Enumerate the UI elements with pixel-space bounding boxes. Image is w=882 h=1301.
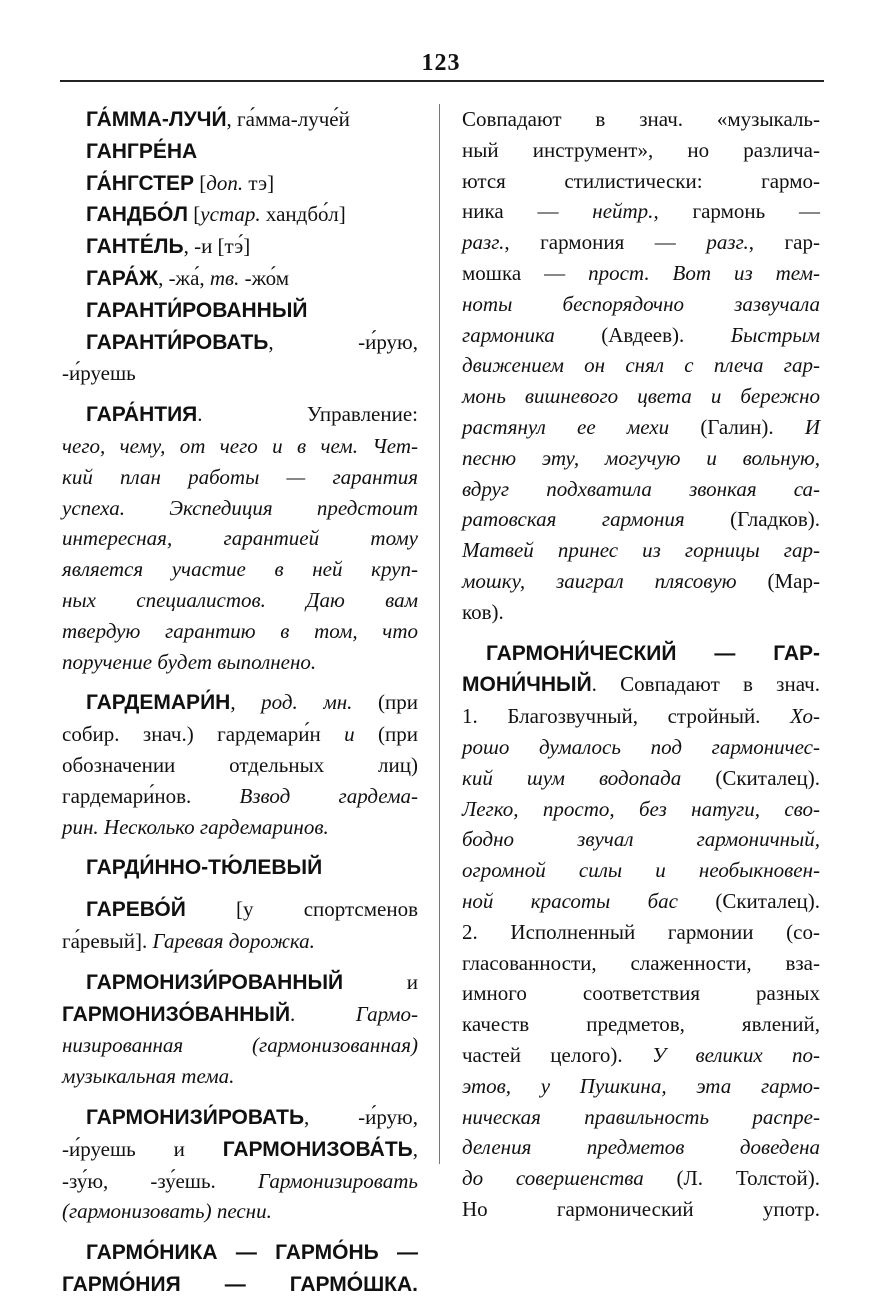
example-text: Взвод гардема- xyxy=(239,783,418,808)
text-line xyxy=(462,763,820,794)
text-line xyxy=(462,886,820,917)
example-text: низированная (гармонизованная) xyxy=(62,1033,418,1058)
example-text: и xyxy=(344,722,355,747)
body-text: ков). xyxy=(462,599,504,624)
text-line xyxy=(462,855,820,886)
example-text: Гармо- xyxy=(355,1001,418,1026)
text-line xyxy=(62,399,418,431)
example-text: ноты беспорядочно зазвучала xyxy=(462,291,820,316)
body-text: имного соответствия разных xyxy=(462,981,820,1006)
text-line xyxy=(462,732,820,763)
body-text: [ xyxy=(194,170,207,195)
example-text: нейтр. xyxy=(592,199,654,224)
example-text: является участие в ней круп- xyxy=(62,557,418,582)
right-column xyxy=(462,104,820,1225)
body-text: (при xyxy=(352,690,418,715)
example-text: ратовская гармония xyxy=(462,507,685,532)
body-text: , xyxy=(412,1136,418,1161)
text-line xyxy=(62,1030,418,1061)
example-text: И xyxy=(804,414,820,439)
body-text: , -и [тэ́] xyxy=(183,234,251,259)
body-text: 1. Благозвучный, стройный. xyxy=(462,704,791,729)
left-column xyxy=(62,104,418,1301)
example-text: Гармонизировать xyxy=(257,1168,418,1193)
text-line xyxy=(462,412,820,443)
body-text: . Управление: xyxy=(197,402,418,427)
text-line xyxy=(462,443,820,474)
text-line xyxy=(462,381,820,412)
text-line xyxy=(62,327,418,359)
text-line xyxy=(62,263,418,295)
text-line xyxy=(62,295,418,327)
example-text: Гаревая дорожка. xyxy=(152,928,315,953)
headword: ГАРМОНИЗИ́РОВАТЬ xyxy=(86,1105,305,1129)
body-text: тэ] xyxy=(243,170,275,195)
body-text: ются стилистически: гармо- xyxy=(462,168,820,193)
text-line xyxy=(462,566,820,597)
text-line xyxy=(462,948,820,979)
text-line xyxy=(62,199,418,231)
body-text: -жо́м xyxy=(239,265,290,290)
header-rule xyxy=(60,80,824,82)
example-text: устар. xyxy=(200,202,261,227)
text-line xyxy=(462,669,820,701)
headword: ГАРМОНИ́ЧЕСКИЙ — ГАР- xyxy=(486,641,820,665)
text-line xyxy=(62,1134,418,1166)
text-line xyxy=(462,701,820,732)
example-text: Хо- xyxy=(790,704,820,729)
example-text: доп. xyxy=(206,170,244,195)
example-text: У великих по- xyxy=(651,1042,820,1067)
headword: ГАНДБО́Л xyxy=(86,203,189,227)
text-line xyxy=(62,999,418,1031)
example-text: интересная, гарантией тому xyxy=(62,526,418,551)
example-text: кий план работы — гарантия xyxy=(62,464,418,489)
body-text: (Гладков). xyxy=(684,507,820,532)
example-text: (гармонизовать) песни. xyxy=(62,1199,272,1224)
body-text: ный инструмент», но различа- xyxy=(462,137,820,162)
headword: ГАРМО́НИКА — ГАРМО́НЬ — xyxy=(86,1241,418,1265)
headword: ГАНТЕ́ЛЬ xyxy=(86,235,184,259)
page-number: 123 xyxy=(421,50,461,76)
body-text: , гармонь — xyxy=(653,199,820,224)
headword: ГА́НГСТЕР xyxy=(86,171,195,195)
text-line xyxy=(62,781,418,812)
body-text: -и́руешь xyxy=(62,361,136,386)
text-line xyxy=(462,1040,820,1071)
text-line xyxy=(62,1237,418,1269)
text-line xyxy=(462,597,820,628)
text-line xyxy=(62,462,418,493)
example-text: вдруг подхватила звонкая са- xyxy=(462,476,820,501)
headword: ГАРМОНИЗИ́РОВАННЫЙ xyxy=(86,970,344,994)
text-line xyxy=(62,687,418,719)
text-line xyxy=(62,431,418,462)
example-text: прост. Вот из тем- xyxy=(588,260,820,285)
headword: ГАНГРЕ́НА xyxy=(86,139,198,163)
body-text: и xyxy=(343,969,418,994)
example-text: ной красоты бас xyxy=(462,888,678,913)
example-text: песню эту, могучую и вольную, xyxy=(462,445,820,470)
text-line xyxy=(462,1163,820,1194)
example-text: деления предметов доведена xyxy=(462,1135,820,1160)
body-text: ника — xyxy=(462,199,593,224)
text-line xyxy=(62,358,418,389)
body-text: мошка — xyxy=(462,260,589,285)
example-text: рошо думалось под гармоничес- xyxy=(462,734,820,759)
example-text: движением он снял с плеча гар- xyxy=(462,353,820,378)
body-text: (Мар- xyxy=(736,568,820,593)
example-text: тв. xyxy=(209,265,240,290)
text-line xyxy=(62,967,418,999)
headword: ГАРМОНИЗОВА́ТЬ xyxy=(222,1137,413,1161)
text-line xyxy=(62,812,418,843)
body-text: собир. знач.) гардемари́н xyxy=(62,722,345,747)
body-text: гласованности, слаженности, вза- xyxy=(462,950,820,975)
body-text: 2. Исполненный гармонии (со- xyxy=(462,919,820,944)
text-line xyxy=(62,554,418,585)
text-line xyxy=(62,616,418,647)
text-line xyxy=(462,824,820,855)
text-line xyxy=(462,104,820,135)
example-text: до совершенства xyxy=(462,1166,644,1191)
body-text: (Л. Толстой). xyxy=(643,1166,820,1191)
body-text: [ xyxy=(188,202,201,227)
body-text: частей целого). xyxy=(462,1042,652,1067)
text-line xyxy=(462,1132,820,1163)
text-line xyxy=(462,978,820,1009)
body-text: га́ревый]. xyxy=(62,928,153,953)
body-text: , -жа́, xyxy=(158,265,210,290)
example-text: рин. Несколько гардемаринов. xyxy=(62,814,329,839)
text-line xyxy=(62,1196,418,1227)
body-text: гардемари́нов. xyxy=(62,783,240,808)
text-line xyxy=(462,474,820,505)
body-text: (Галин). xyxy=(669,414,805,439)
headword: ГА́ММА-ЛУЧИ́ xyxy=(86,108,227,131)
body-text: , гармония — xyxy=(504,230,707,255)
example-text: кий шум водопада xyxy=(462,765,682,790)
text-line xyxy=(462,638,820,670)
text-line xyxy=(62,852,418,884)
text-line xyxy=(462,917,820,948)
example-text: мошку, заиграл плясовую xyxy=(462,568,737,593)
body-text: (при xyxy=(354,722,418,747)
headword: ГАРДИ́ННО-ТЮ́ЛЕВЫЙ xyxy=(86,856,323,880)
example-text: Быстрым xyxy=(730,322,820,347)
body-text: хандбо́л] xyxy=(260,202,346,227)
body-text: . xyxy=(290,1001,356,1026)
headword: ГАРМО́НИЯ — ГАРМО́ШКА. xyxy=(62,1272,418,1296)
example-text: чего, чему, от чего и в чем. Чет- xyxy=(62,433,418,458)
example-text: ническая правильность распре- xyxy=(462,1104,820,1129)
example-text: растянул ее мехи xyxy=(462,414,670,439)
text-line xyxy=(462,794,820,825)
text-line xyxy=(62,136,418,168)
headword: ГАРА́НТИЯ xyxy=(86,403,198,427)
text-line xyxy=(462,1194,820,1225)
example-text: ных специалистов. Даю вам xyxy=(62,587,418,612)
text-line xyxy=(462,289,820,320)
text-line xyxy=(62,926,418,957)
column-divider xyxy=(439,104,440,1164)
example-text: Матвей принес из горницы гар- xyxy=(462,538,820,563)
text-line xyxy=(62,1102,418,1134)
text-line xyxy=(462,196,820,227)
body-text: , -и́рую, xyxy=(304,1104,418,1129)
body-text: , xyxy=(230,690,262,715)
example-text: бодно звучал гармоничный, xyxy=(462,827,820,852)
text-line xyxy=(462,258,820,289)
body-text: , -и́рую, xyxy=(268,329,418,354)
text-line xyxy=(462,504,820,535)
headword: ГАРМОНИЗО́ВАННЫЙ xyxy=(62,1002,291,1026)
body-text: . Совпадают в знач. xyxy=(591,672,820,697)
text-line xyxy=(62,1269,418,1301)
text-line xyxy=(62,168,418,200)
body-text: (Скиталец). xyxy=(678,888,821,913)
example-text: успеха. Экспедиция предстоит xyxy=(62,495,418,520)
body-text: , гар- xyxy=(748,230,820,255)
body-text: обозначении отдельных лиц) xyxy=(62,752,418,777)
body-text: -и́руешь и xyxy=(62,1136,223,1161)
text-line xyxy=(62,647,418,678)
text-line xyxy=(462,166,820,197)
text-line xyxy=(62,719,418,750)
example-text: разг. xyxy=(462,230,505,255)
example-text: твердую гарантию в том, что xyxy=(62,618,418,643)
text-line xyxy=(462,135,820,166)
example-text: род. мн. xyxy=(261,690,353,715)
text-line xyxy=(62,1061,418,1092)
example-text: гармоника xyxy=(462,322,555,347)
text-line xyxy=(62,493,418,524)
text-line xyxy=(62,104,418,136)
body-text: , га́мма-луче́й xyxy=(226,107,350,131)
body-text: (Авдеев). xyxy=(554,322,731,347)
text-line xyxy=(462,535,820,566)
example-text: огромной силы и необыкновен- xyxy=(462,858,820,883)
text-line xyxy=(62,585,418,616)
body-text: Но гармонический употр. xyxy=(462,1196,820,1221)
text-line xyxy=(462,1009,820,1040)
body-text: -зу́ю, -зу́ешь. xyxy=(62,1168,258,1193)
text-line xyxy=(462,350,820,381)
text-line xyxy=(62,523,418,554)
example-text: поручение будет выполнено. xyxy=(62,649,317,674)
headword: ГАРЕВО́Й xyxy=(86,898,186,922)
headword: ГАРДЕМАРИ́Н xyxy=(86,691,231,715)
body-text: качеств предметов, явлений, xyxy=(462,1012,820,1037)
example-text: разг. xyxy=(706,230,749,255)
text-line xyxy=(62,750,418,781)
body-text: [у спортсменов xyxy=(185,897,418,922)
example-text: Легко, просто, без натуги, сво- xyxy=(462,796,820,821)
text-line xyxy=(462,1102,820,1133)
text-line xyxy=(62,894,418,926)
headword: МОНИ́ЧНЫЙ xyxy=(462,673,592,697)
body-text: Совпадают в знач. «музыкаль- xyxy=(462,107,820,131)
example-text: монь вишневого цвета и бережно xyxy=(462,384,820,409)
headword: ГАРА́Ж xyxy=(86,266,159,290)
example-text: музыкальная тема. xyxy=(62,1064,235,1089)
text-line xyxy=(462,1071,820,1102)
text-line xyxy=(462,320,820,351)
example-text: этов, у Пушкина, эта гармо- xyxy=(462,1073,820,1098)
text-line xyxy=(462,227,820,258)
headword: ГАРАНТИ́РОВАННЫЙ xyxy=(86,298,308,322)
body-text: (Скиталец). xyxy=(681,765,820,790)
headword: ГАРАНТИ́РОВАТЬ xyxy=(86,330,269,354)
text-line xyxy=(62,231,418,263)
